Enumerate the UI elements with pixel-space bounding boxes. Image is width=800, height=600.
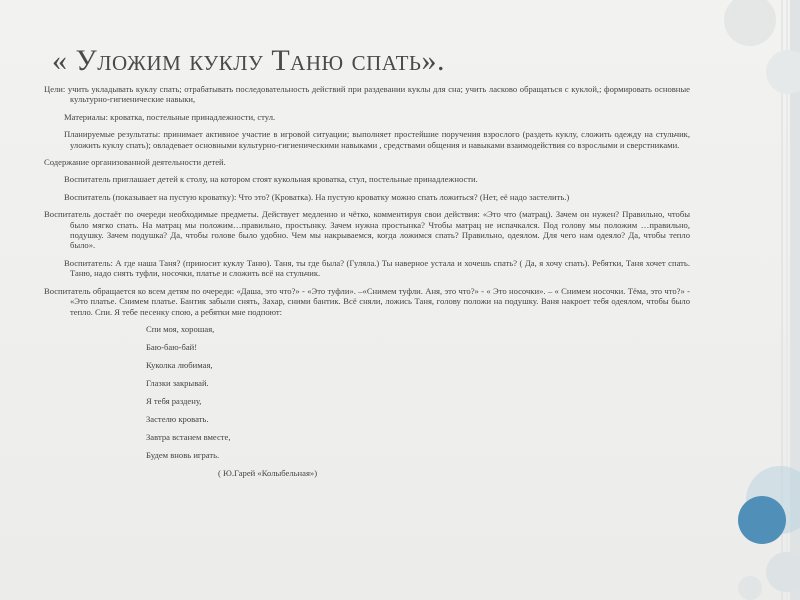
slide-content: [44, 84, 690, 486]
poem-line: Я тебя раздену,: [146, 395, 202, 406]
poem-line: Спи моя, хорошая,: [146, 323, 215, 334]
poem-source: ( Ю.Гарей «Колыбельная»): [218, 467, 318, 478]
activity-content-heading: Содержание организованной деятельности детей.: [44, 157, 226, 168]
expected-results-paragraph: Планируемые результаты: принимает активное участие в игровой ситуации; выполняет простейшие поручения взрослого (раздеть куклу, сложить одежду на стульчик, уложить куклу спать); овладевает основными культурно-гигиеническими навыками , средствами общения и навыками взаимодействия со взрослыми и сверстниками.: [64, 129, 690, 150]
teacher-gets-items-paragraph: Воспитатель достаёт по очереди необходимые предметы. Действует медленно и чётко, комментируя свои действия: «Это что (матрац). Зачем он нужен? Правильно, чтобы было мягко спать. На матрац мы положим…правильно, простынку. Зачем нужна простынка? Чтобы матрац не испачкался. Под голову мы положим …правильно, подушку. Зачем подушка? Да, чтобы голове было удобно. Чем мы накрываемся, когда ложимся спать? Правильно, одеялом. Для чего нам одеяло? Да, чтобы тепло было».: [44, 209, 690, 251]
slide-title: « Уложим куклу Таню спать».: [52, 44, 445, 77]
teacher-brings-doll-paragraph: Воспитатель: А где наша Таня? (приносит куклу Таню). Таня, ты где была? (Гуляла.) Ты наверное устала и хочешь спать? ( Да, я хочу спать). Ребятки, Таня хочет спать. Таню, надо снять туфли, носочки, платье и сложить всё на стульчик.: [64, 257, 690, 279]
slide-decoration: [690, 0, 800, 600]
goals-paragraph: Цели: учить укладывать куклу спать; отрабатывать последовательность действий при раздевании куклы для сна; учить ласково обращаться с куклой,; формировать основные культурно-гигиенические навыки,: [44, 84, 690, 105]
teacher-asks-children-paragraph: Воспитатель обращается ко всем детям по очереди: «Даша, это что?» - «Это туфли». –«Снимем туфли. Аня, это что?» - « Это носочки». – « Снимем носочки. Тёма, это что?» - «Это платье. Снимем платье. Бантик забыли снять, Захар, сними бантик. Всё сняли, ложись Таня, голову положи на подушку. Ваня накроет тебя одеялом, чтобы было тепло. Спи. Я тебе песенку спою, а ребятки мне подпоют:: [44, 285, 690, 317]
decor-circle-blue: [738, 496, 786, 544]
poem-line: Завтра встанем вместе,: [146, 431, 231, 442]
poem-line: Баю-баю-бай!: [146, 341, 198, 352]
decor-circle-blue-large: [746, 466, 800, 534]
decor-circle-top-right: [766, 50, 800, 94]
poem-line: Глазки закрывай.: [146, 377, 209, 388]
poem-line: Застелю кровать.: [146, 413, 209, 424]
poem-line: Будем вновь играть.: [146, 449, 220, 460]
edge-bar: [790, 0, 800, 600]
decor-circle-top: [724, 0, 776, 46]
decorative-shapes: [690, 0, 800, 600]
teacher-invites-paragraph: Воспитатель приглашает детей к столу, на котором стоят кукольная кроватка, стул, постельные принадлежности.: [64, 174, 478, 185]
poem-line: Куколка любимая,: [146, 359, 213, 370]
edge-line: [786, 0, 788, 600]
lullaby-poem: [44, 324, 690, 478]
decor-circle-bottom: [766, 552, 800, 592]
materials-paragraph: Материалы: кроватка, постельные принадлежности, стул.: [64, 111, 276, 122]
teacher-shows-bed-paragraph: Воспитатель (показывает на пустую кроватку): Что это? (Кроватка). На пустую кроватку можно спать ложиться? (Нет, её надо застелить.): [64, 191, 570, 202]
decor-circle-bottom-small: [738, 576, 762, 600]
